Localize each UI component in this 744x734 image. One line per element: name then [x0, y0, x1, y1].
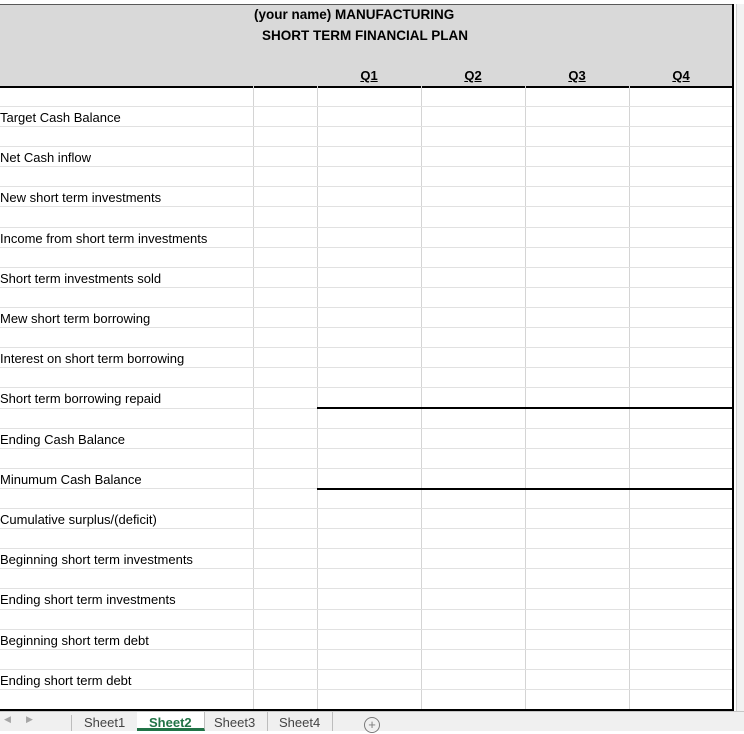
- row-gridline: [0, 629, 733, 630]
- row-gridline: [0, 287, 733, 288]
- row-label[interactable]: Cumulative surplus/(deficit): [0, 512, 157, 527]
- row-gridline: [0, 548, 733, 549]
- column-gridline: [525, 86, 526, 710]
- row-gridline: [0, 146, 733, 147]
- row-gridline: [0, 166, 733, 167]
- row-gridline: [0, 528, 733, 529]
- quarter-header-q1[interactable]: Q1: [360, 68, 378, 83]
- row-label[interactable]: Ending short term investments: [0, 592, 176, 607]
- sheet-tab-bar: [0, 711, 744, 731]
- row-gridline: [0, 669, 733, 670]
- row-gridline: [0, 347, 733, 348]
- row-gridline: [0, 206, 733, 207]
- table-right-border: [732, 4, 734, 711]
- tab-sheet3[interactable]: Sheet3: [202, 712, 268, 731]
- row-gridline: [0, 106, 733, 107]
- row-label[interactable]: Income from short term investments: [0, 231, 208, 246]
- row-gridline: [0, 227, 733, 228]
- row-label[interactable]: Ending short term debt: [0, 673, 132, 688]
- row-gridline: [0, 126, 733, 127]
- row-gridline: [0, 689, 733, 690]
- plan-title-line1: (your name) MANUFACTURING: [254, 7, 455, 22]
- row-label[interactable]: Target Cash Balance: [0, 110, 121, 125]
- row-gridline: [0, 267, 733, 268]
- column-gridline: [629, 86, 630, 710]
- row-gridline: [0, 448, 733, 449]
- row-label[interactable]: Beginning short term investments: [0, 552, 193, 567]
- quarter-header-q2[interactable]: Q2: [464, 68, 482, 83]
- row-label[interactable]: Short term investments sold: [0, 271, 162, 286]
- scroll-tabs-left-icon[interactable]: ◀: [4, 714, 11, 724]
- header-bottom-border: [0, 86, 734, 88]
- row-gridline: [0, 387, 733, 388]
- plan-title-line2: SHORT TERM FINANCIAL PLAN: [262, 28, 468, 43]
- scroll-tabs-right-icon[interactable]: ▶: [26, 714, 33, 724]
- row-gridline: [0, 186, 733, 187]
- row-gridline: [0, 367, 733, 368]
- row-gridline: [0, 508, 733, 509]
- row-label[interactable]: New short term investments: [0, 190, 162, 205]
- row-gridline: [0, 609, 733, 610]
- row-label[interactable]: Ending Cash Balance: [0, 432, 126, 447]
- subtotal-border-1: [317, 407, 733, 409]
- row-label[interactable]: Short term borrowing repaid: [0, 391, 162, 406]
- tab-sheet4[interactable]: Sheet4: [267, 712, 333, 731]
- quarter-header-q3[interactable]: Q3: [568, 68, 586, 83]
- row-label[interactable]: Mew short term borrowing: [0, 311, 151, 326]
- row-gridline: [0, 588, 733, 589]
- quarter-header-q4[interactable]: Q4: [672, 68, 690, 83]
- subtotal-border-2: [317, 488, 733, 490]
- row-gridline: [0, 247, 733, 248]
- row-label[interactable]: Minumum Cash Balance: [0, 472, 142, 487]
- row-gridline: [0, 649, 733, 650]
- tab-sheet2[interactable]: Sheet2: [137, 712, 205, 731]
- row-gridline: [0, 327, 733, 328]
- column-edge: [736, 4, 744, 711]
- row-gridline: [0, 568, 733, 569]
- column-gridline: [421, 86, 422, 710]
- row-gridline: [0, 468, 733, 469]
- row-label[interactable]: Net Cash inflow: [0, 150, 92, 165]
- tab-sheet1[interactable]: Sheet1: [72, 712, 138, 731]
- column-gridline: [317, 86, 318, 710]
- row-gridline: [0, 307, 733, 308]
- row-label[interactable]: Beginning short term debt: [0, 633, 149, 648]
- row-label[interactable]: Interest on short term borrowing: [0, 351, 185, 366]
- row-gridline: [0, 428, 733, 429]
- column-gridline: [253, 86, 254, 710]
- add-sheet-icon[interactable]: +: [364, 717, 380, 733]
